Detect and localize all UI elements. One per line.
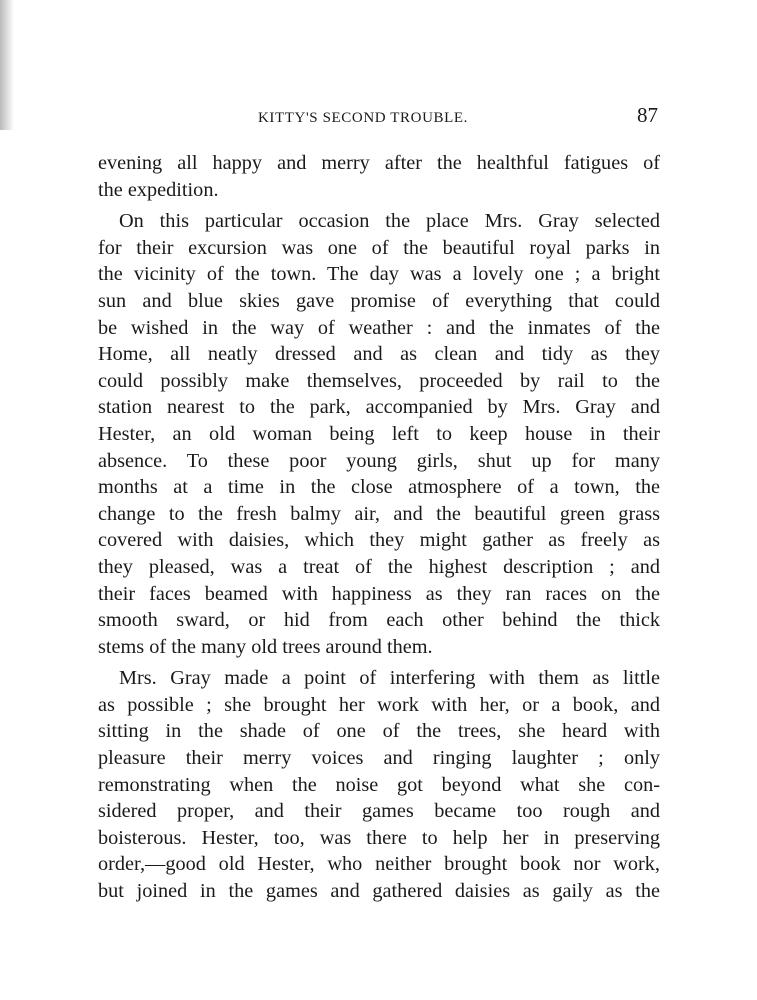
body-text — [98, 150, 660, 905]
text-line: On this particular occasion the place Mrs. Gray selected — [119, 210, 660, 233]
text-line: they pleased, was a treat of the highest description ; and — [98, 555, 660, 578]
text-line: smooth sward, or hid from each other behind the thick — [98, 609, 660, 632]
text-line: evening all happy and merry after the healthful fatigues of — [98, 152, 660, 174]
running-head: KITTY'S SECOND TROUBLE. — [258, 110, 468, 126]
text-line: Home, all neatly dressed and as clean and tidy as they — [98, 343, 660, 366]
page-number: 87 — [637, 103, 658, 127]
text-line: change to the fresh balmy air, and the beautiful green grass — [98, 502, 660, 525]
text-line: station nearest to the park, accompanied by Mrs. Gray and — [98, 396, 660, 419]
text-line: Mrs. Gray made a point of interfering with them as little — [119, 667, 660, 690]
text-line: but joined in the games and gathered daisies as gaily as the — [98, 880, 660, 903]
text-line: as possible ; she brought her work with her, or a book, and — [98, 693, 660, 716]
text-line: absence. To these poor young girls, shut up for many — [98, 449, 660, 472]
text-line: sun and blue skies gave promise of everything that could — [98, 289, 660, 312]
text-line: sidered proper, and their games became too rough and — [98, 800, 660, 823]
text-line: remonstrating when the noise got beyond what she con- — [98, 773, 660, 796]
scan-edge-shadow — [0, 0, 14, 130]
page-header — [98, 103, 660, 133]
text-line: sitting in the shade of one of the trees, she heard with — [98, 720, 660, 743]
paragraph — [98, 665, 660, 904]
text-line: pleasure their merry voices and ringing laughter ; only — [98, 747, 660, 770]
text-line: could possibly make themselves, proceeded by rail to the — [98, 369, 660, 392]
paragraph-continued — [98, 150, 660, 203]
text-line: covered with daisies, which they might gather as freely as — [98, 529, 660, 552]
text-line: order,—good old Hester, who neither brought book nor work, — [98, 853, 660, 876]
text-line: the vicinity of the town. The day was a lovely one ; a bright — [98, 263, 660, 286]
text-line: Hester, an old woman being left to keep house in their — [98, 422, 660, 445]
text-line: stems of the many old trees around them. — [98, 635, 433, 658]
text-line: for their excursion was one of the beautiful royal parks in — [98, 236, 660, 259]
text-line: boisterous. Hester, too, was there to help her in preserving — [98, 826, 660, 849]
paragraph — [98, 208, 660, 660]
text-line: months at a time in the close atmosphere of a town, the — [98, 476, 660, 499]
text-line: their faces beamed with happiness as they ran races on the — [98, 582, 660, 605]
text-line: be wished in the way of weather : and the inmates of the — [98, 316, 660, 339]
text-line: the expedition. — [98, 178, 219, 201]
